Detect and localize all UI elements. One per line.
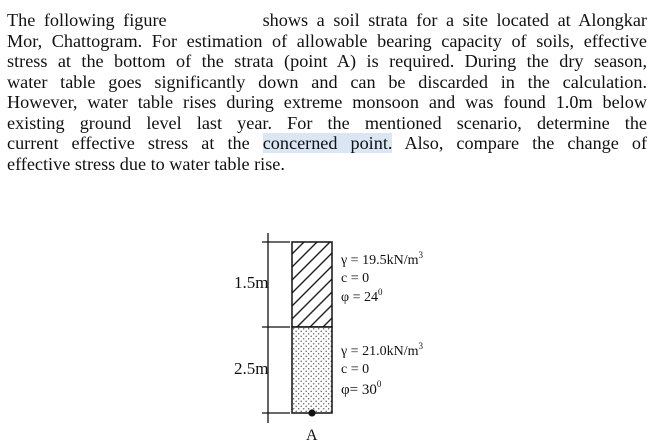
layer-2-unit-weight-value: γ = 21.0kN/m <box>341 344 419 359</box>
problem-line-7-start: current effective stress at the <box>7 133 250 153</box>
layer-1-friction-angle-value: φ = 24 <box>341 290 378 305</box>
problem-line-8: effective stress due to water table rise. <box>7 153 285 174</box>
point-a-marker <box>308 409 315 416</box>
layer-2-thickness-label: 2.5m <box>234 359 269 378</box>
problem-line-2: Mor, Chattogram. For estimation of allowable bearing capacity of soils, effective <box>7 30 647 51</box>
problem-line-7 <box>7 133 647 154</box>
problem-line-1-start: The following figure <box>7 10 167 30</box>
layer-1-friction-angle <box>341 287 383 305</box>
problem-line-1 <box>7 10 647 31</box>
problem-statement <box>7 10 647 174</box>
layer-1-unit-weight-exponent: 3 <box>418 250 423 260</box>
problem-line-3: stress at the bottom of the strata (point A) is required. During the dry season, <box>7 51 647 71</box>
layer-2-unit-weight <box>340 341 423 359</box>
problem-line-5: However, water table rises during extreme monsoon and was found 1.0m below <box>7 92 647 112</box>
point-a-label: A <box>306 427 318 444</box>
problem-line-4: water table goes significantly down and can be discarded in the calculation. <box>7 71 647 92</box>
layer-2-friction-angle-degree: 0 <box>376 379 382 389</box>
layer-1-friction-angle-degree: 0 <box>377 287 383 297</box>
soil-layer-1-hatched <box>292 242 332 327</box>
layer-2-friction-angle <box>341 379 382 398</box>
layer-1-thickness-label: 1.5m <box>234 273 269 292</box>
soil-layer-2-dotted <box>292 327 332 413</box>
layer-2-unit-weight-exponent: 3 <box>418 341 423 351</box>
layer-1-cohesion: c = 0 <box>341 271 370 286</box>
highlighted-text-concerned-point: concerned point. <box>262 133 393 153</box>
layer-2-friction-angle-value: φ= 30 <box>341 382 377 398</box>
layer-1-unit-weight <box>340 250 423 268</box>
dimension-line <box>262 233 290 423</box>
layer-1-unit-weight-value: γ = 19.5kN/m <box>341 253 419 268</box>
layer-2-cohesion: c = 0 <box>341 362 370 377</box>
problem-line-6: existing ground level last year. For the mentioned scenario, determine the <box>7 112 647 133</box>
problem-line-7-end: Also, compare the change of <box>404 133 648 153</box>
problem-line-1-end: shows a soil strata for a site located at Alongkar <box>262 10 647 30</box>
